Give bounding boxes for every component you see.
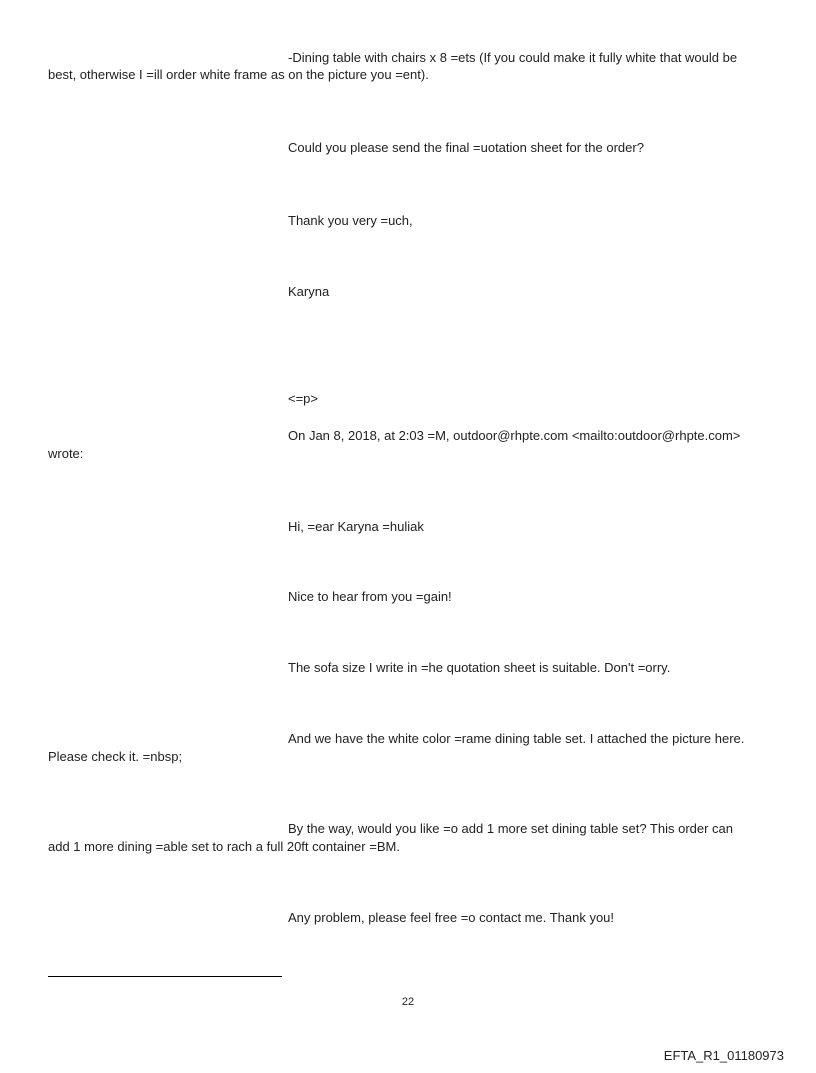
email-line: -Dining table with chairs x 8 =ets (If you could make it fully white that would be (288, 50, 738, 65)
email-line: The sofa size I write in =he quotation sheet is suitable. Don't =orry. (288, 660, 671, 675)
email-line: By the way, would you like =o add 1 more set dining table set? This order can (288, 821, 734, 836)
quote-header: On Jan 8, 2018, at 2:03 =M, outdoor@rhpte.com <mailto:outdoor@rhpte.com> (288, 428, 741, 443)
page-number: 22 (401, 996, 415, 1008)
email-line: Any problem, please feel free =o contact me. Thank you! (288, 910, 615, 925)
email-line: <=p> (288, 391, 319, 406)
quote-header: wrote: (48, 446, 84, 461)
footnote-divider (48, 976, 282, 977)
document-id: EFTA_R1_01180973 (663, 1048, 784, 1063)
email-line: Thank you very =uch, (288, 213, 413, 228)
signature-name: Karyna (288, 284, 330, 299)
email-line: Nice to hear from you =gain! (288, 589, 452, 604)
email-line: Could you please send the final =uotation sheet for the order? (288, 140, 644, 155)
email-line: best, otherwise I =ill order white frame as on the picture you =ent). (48, 67, 429, 82)
email-line: And we have the white color =rame dining table set. I attached the picture here. (288, 731, 745, 746)
email-line: Hi, =ear Karyna =huliak (288, 519, 424, 534)
email-line: add 1 more dining =able set to rach a full 20ft container =BM. (48, 839, 400, 854)
email-line: Please check it. =nbsp; (48, 749, 183, 764)
